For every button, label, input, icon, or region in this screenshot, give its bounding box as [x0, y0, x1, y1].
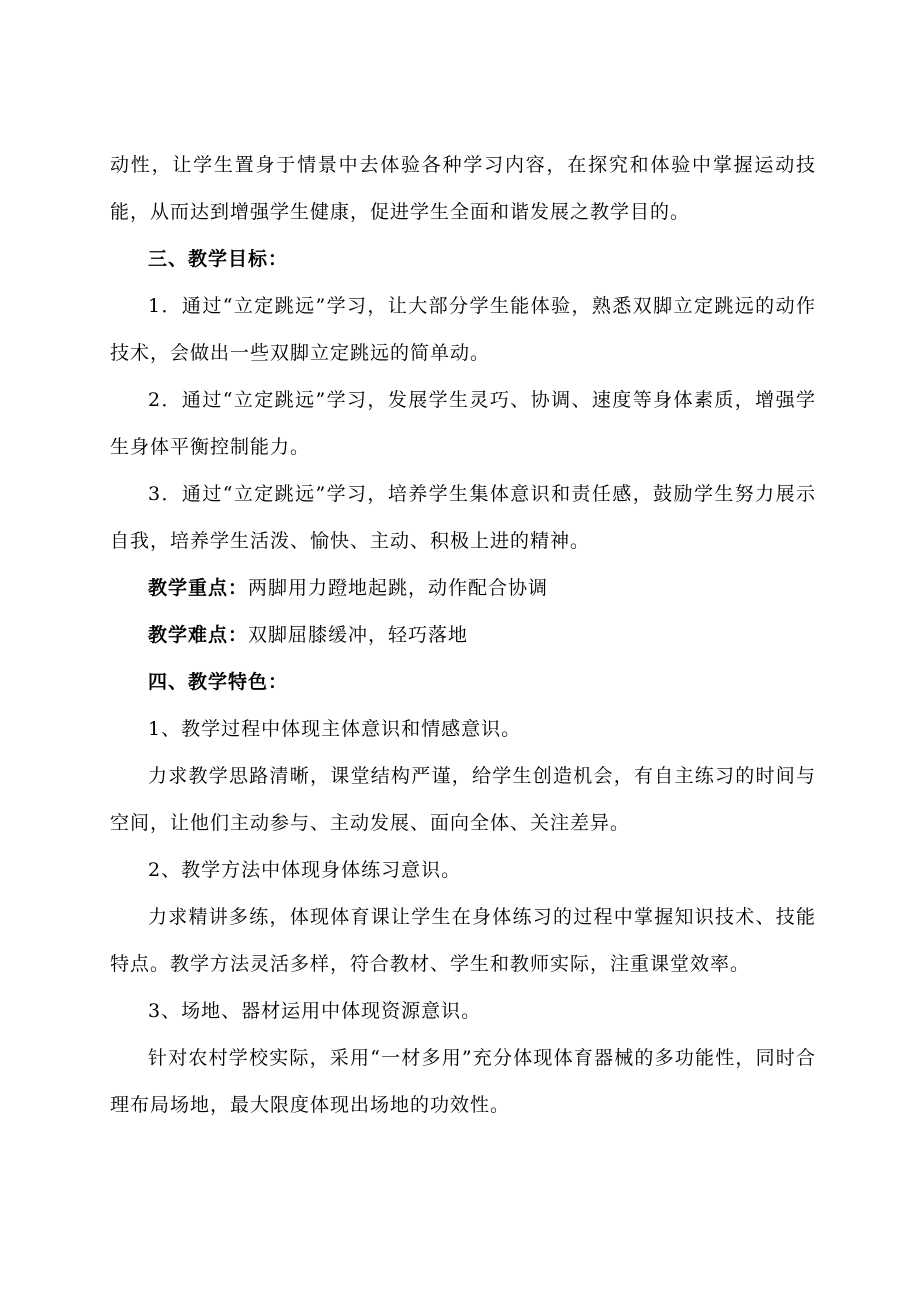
difficulty-point: [110, 612, 816, 659]
feature-1-title: 1、教学过程中体现主体意识和情感意识。: [148, 718, 522, 740]
section3-heading: 三、教学目标：: [148, 248, 289, 270]
difficulty-label: 教学难点：: [148, 624, 249, 646]
feature-2-title: 2、教学方法中体现身体练习意识。: [148, 859, 462, 881]
feature-3-title: 3、场地、器材运用中体现资源意识。: [148, 1000, 482, 1022]
section4-heading: 四、教学特色：: [148, 671, 289, 693]
key-point-label: 教学重点：: [148, 577, 249, 599]
key-point: [110, 565, 816, 612]
goal-2: 2．通过“立定跳远”学习，发展学生灵巧、协调、速度等身体素质，增强学生身体平衡控制能力。: [110, 389, 816, 458]
feature-1-body: 力求教学思路清晰，课堂结构严谨，给学生创造机会，有自主练习的时间与空间，让他们主动参与、主动发展、面向全体、关注差异。: [110, 765, 816, 834]
key-point-text: 两脚用力蹬地起跳，动作配合协调: [248, 577, 549, 599]
feature-2-body: 力求精讲多练，体现体育课让学生在身体练习的过程中掌握知识技术、技能特点。教学方法灵活多样，符合教材、学生和教师实际，注重课堂效率。: [110, 906, 816, 975]
intro-paragraph: 动性，让学生置身于情景中去体验各种学习内容，在探究和体验中掌握运动技能，从而达到增强学生健康，促进学生全面和谐发展之教学目的。: [110, 154, 816, 223]
goal-1: 1．通过“立定跳远”学习，让大部分学生能体验，熟悉双脚立定跳远的动作技术，会做出一些双脚立定跳远的简单动。: [110, 295, 816, 364]
feature-3-body: 针对农村学校实际，采用“一材多用”充分体现体育器械的多功能性，同时合理布局场地，最大限度体现出场地的功效性。: [110, 1047, 816, 1116]
document-page: [110, 142, 816, 1129]
goal-3: 3．通过“立定跳远”学习，培养学生集体意识和责任感，鼓励学生努力展示自我，培养学生活泼、愉快、主动、积极上进的精神。: [110, 483, 816, 552]
difficulty-text: 双脚屈膝缓冲，轻巧落地: [248, 624, 469, 646]
